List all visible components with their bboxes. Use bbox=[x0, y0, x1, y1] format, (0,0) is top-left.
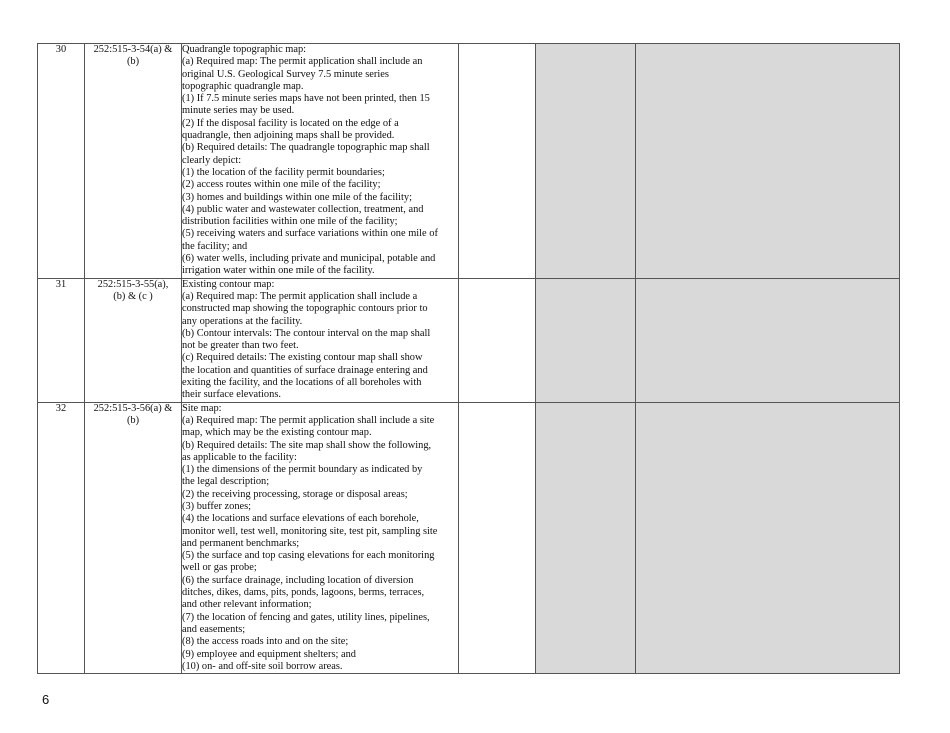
description-line: (4) the locations and surface elevations of each borehole, bbox=[182, 513, 419, 525]
shaded-cell bbox=[536, 278, 636, 402]
table-row bbox=[38, 44, 900, 279]
description-line: the facility; and bbox=[182, 240, 248, 252]
description-line: (b) Required details: The site map shall show the following, bbox=[182, 439, 432, 451]
description-line: (3) homes and buildings within one mile of the facility; bbox=[182, 191, 412, 203]
description-line: original U.S. Geological Survey 7.5 minute series bbox=[182, 68, 389, 80]
description-line: (4) public water and wastewater collection, treatment, and bbox=[182, 203, 424, 215]
description-line: (2) If the disposal facility is located on the edge of a bbox=[182, 117, 399, 129]
description-line: (5) the surface and top casing elevations for each monitoring bbox=[182, 550, 435, 562]
description-line: (3) buffer zones; bbox=[182, 500, 252, 512]
rule-citation-line: 252:515-3-55(a), bbox=[97, 278, 169, 290]
rule-citation bbox=[85, 278, 182, 402]
description-line: (6) the surface drainage, including location of diversion bbox=[182, 574, 414, 586]
rule-citation-line: 252:515-3-56(a) & bbox=[93, 402, 173, 414]
description-line: well or gas probe; bbox=[182, 562, 257, 574]
description-line: (a) Required map: The permit application shall include an bbox=[182, 56, 423, 68]
rule-citation-line: (b) & (c ) bbox=[113, 290, 153, 302]
table-row bbox=[38, 278, 900, 402]
description-line: (10) on- and off-site soil borrow areas. bbox=[182, 660, 343, 672]
description-line: (6) water wells, including private and municipal, potable and bbox=[182, 253, 436, 265]
description-line: (5) receiving waters and surface variations within one mile of bbox=[182, 228, 438, 240]
requirement-description bbox=[182, 402, 459, 674]
description-line: quadrangle, then adjoining maps shall be provided. bbox=[182, 130, 395, 142]
description-line: (1) If 7.5 minute series maps have not been printed, then 15 bbox=[182, 93, 430, 105]
description-line: and easements; bbox=[182, 623, 246, 635]
item-number: 31 bbox=[38, 278, 85, 402]
rule-citation bbox=[85, 44, 182, 279]
description-line: clearly depict: bbox=[182, 154, 242, 166]
description-line: and permanent benchmarks; bbox=[182, 537, 300, 549]
description-line: (1) the location of the facility permit boundaries; bbox=[182, 166, 385, 178]
description-line: (9) employee and equipment shelters; and bbox=[182, 648, 356, 660]
description-line: constructed map showing the topographic contours prior to bbox=[182, 303, 428, 315]
description-line: any operations at the facility. bbox=[182, 315, 303, 327]
rule-citation bbox=[85, 402, 182, 674]
requirements-table bbox=[37, 43, 900, 674]
description-line: (1) the dimensions of the permit boundary as indicated by bbox=[182, 464, 423, 476]
description-line: the legal description; bbox=[182, 476, 270, 488]
rule-citation-line: (b) bbox=[126, 56, 140, 68]
description-line: topographic quadrangle map. bbox=[182, 80, 304, 92]
requirement-description bbox=[182, 44, 459, 279]
description-line: (c) Required details: The existing contour map shall show bbox=[182, 352, 423, 364]
description-line: (2) access routes within one mile of the facility; bbox=[182, 179, 381, 191]
requirements-table-body bbox=[38, 44, 900, 674]
description-line: distribution facilities within one mile of the facility; bbox=[182, 216, 398, 228]
rule-citation-line: 252:515-3-54(a) & bbox=[93, 44, 173, 55]
page-number: 6 bbox=[42, 692, 50, 707]
description-line: and other relevant information; bbox=[182, 599, 312, 611]
shaded-cell bbox=[536, 402, 636, 674]
shaded-cell bbox=[636, 402, 900, 674]
description-line: (a) Required map: The permit application shall include a bbox=[182, 290, 418, 302]
blank-entry-cell bbox=[459, 402, 536, 674]
description-line: minute series may be used. bbox=[182, 105, 295, 117]
description-line: (8) the access roads into and on the site; bbox=[182, 636, 349, 648]
item-number: 30 bbox=[38, 44, 85, 279]
shaded-cell bbox=[636, 278, 900, 402]
description-line: the location and quantities of surface drainage entering and bbox=[182, 364, 428, 376]
shaded-cell bbox=[636, 44, 900, 279]
description-line: not be greater than two feet. bbox=[182, 340, 299, 352]
description-line: (2) the receiving processing, storage or disposal areas; bbox=[182, 488, 408, 500]
description-line: (7) the location of fencing and gates, utility lines, pipelines, bbox=[182, 611, 430, 623]
description-line: as applicable to the facility: bbox=[182, 451, 297, 463]
description-line: Site map: bbox=[182, 402, 222, 414]
description-line: Existing contour map: bbox=[182, 278, 275, 290]
shaded-cell bbox=[536, 44, 636, 279]
description-line: their surface elevations. bbox=[182, 389, 281, 401]
table-row bbox=[38, 402, 900, 674]
description-line: ditches, dikes, dams, pits, ponds, lagoons, berms, terraces, bbox=[182, 587, 425, 599]
blank-entry-cell bbox=[459, 278, 536, 402]
description-line: map, which may be the existing contour map. bbox=[182, 427, 372, 439]
description-line: (b) Required details: The quadrangle topographic map shall bbox=[182, 142, 430, 154]
description-line: irrigation water within one mile of the facility. bbox=[182, 265, 375, 277]
description-line: exiting the facility, and the locations of all boreholes with bbox=[182, 377, 422, 389]
rule-citation-line: (b) bbox=[126, 414, 140, 426]
description-line: (a) Required map: The permit application shall include a site bbox=[182, 414, 435, 426]
description-line: (b) Contour intervals: The contour interval on the map shall bbox=[182, 327, 431, 339]
description-line: Quadrangle topographic map: bbox=[182, 44, 307, 55]
blank-entry-cell bbox=[459, 44, 536, 279]
item-number: 32 bbox=[38, 402, 85, 674]
requirement-description bbox=[182, 278, 459, 402]
description-line: monitor well, test well, monitoring site, test pit, sampling site bbox=[182, 525, 438, 537]
